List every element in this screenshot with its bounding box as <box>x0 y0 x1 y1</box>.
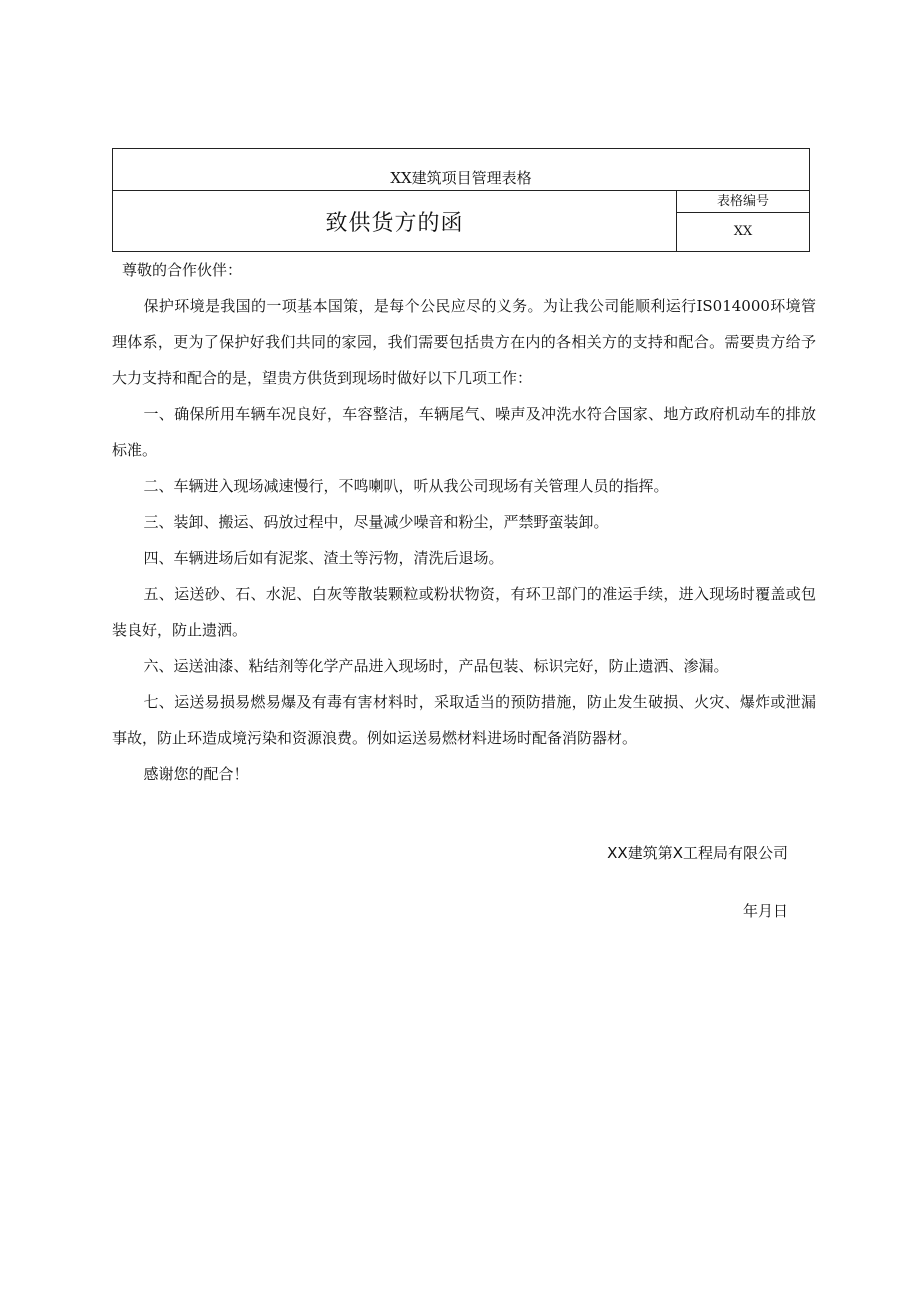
form-caption-row <box>113 149 809 191</box>
closing-thanks: 感谢您的配合！ <box>143 765 249 783</box>
paragraph-item-2: 二、车辆进入现场减速慢行，不鸣喇叭，听从我公司现场有关管理人员的指挥。 <box>143 477 669 495</box>
paragraph-item-7: 七、运送易损易燃易爆及有毒有害材料时，采取适当的预防措施，防止发生破损、火灾、爆炸或泄漏事故，防止环造成境污染和资源浪费。例如运送易燃材料进场时配备消防器材。 <box>112 693 816 747</box>
paragraph-item-1: 一、确保所用车辆车况良好，车容整洁，车辆尾气、噪声及冲洗水符合国家、地方政府机动车的排放标准。 <box>112 405 816 459</box>
paragraph-item-3: 三、装卸、搬运、码放过程中，尽量减少噪音和粉尘，严禁野蛮装卸。 <box>143 513 609 531</box>
paragraph-intro: 保护环境是我国的一项基本国策，是每个公民应尽的义务。为让我公司能顺利运行IS014000环境管理体系，更为了保护好我们共同的家园，我们需要包括贵方在内的各相关方的支持和配合。需要贵方给予大力支持和配合的是，望贵方供货到现场时做好以下几项工作： <box>112 297 816 387</box>
salutation: 尊敬的合作伙伴： <box>122 261 243 279</box>
paragraph-item-5: 五、运送砂、石、水泥、白灰等散装颗粒或粉状物资，有环卫部门的准运手续，进入现场时覆盖或包装良好，防止遗洒。 <box>112 585 816 639</box>
paragraph-item-4: 四、车辆进场后如有泥浆、渣土等污物，清洗后退场。 <box>143 549 504 567</box>
form-code-cell <box>676 191 809 251</box>
form-code-value: XX <box>733 224 753 239</box>
form-code-label: 表格编号 <box>677 191 809 213</box>
signature-company: XX建筑第X工程局有限公司 <box>607 844 788 862</box>
form-caption: XX建筑项目管理表格 <box>390 169 532 187</box>
form-header-table <box>112 148 810 252</box>
letter-body <box>112 252 816 792</box>
signature-date: 年月日 <box>742 902 788 920</box>
document-title: 致供货方的函 <box>325 210 464 236</box>
paragraph-item-6: 六、运送油漆、粘结剂等化学产品进入现场时，产品包装、标识完好，防止遗洒、渗漏。 <box>143 657 729 675</box>
